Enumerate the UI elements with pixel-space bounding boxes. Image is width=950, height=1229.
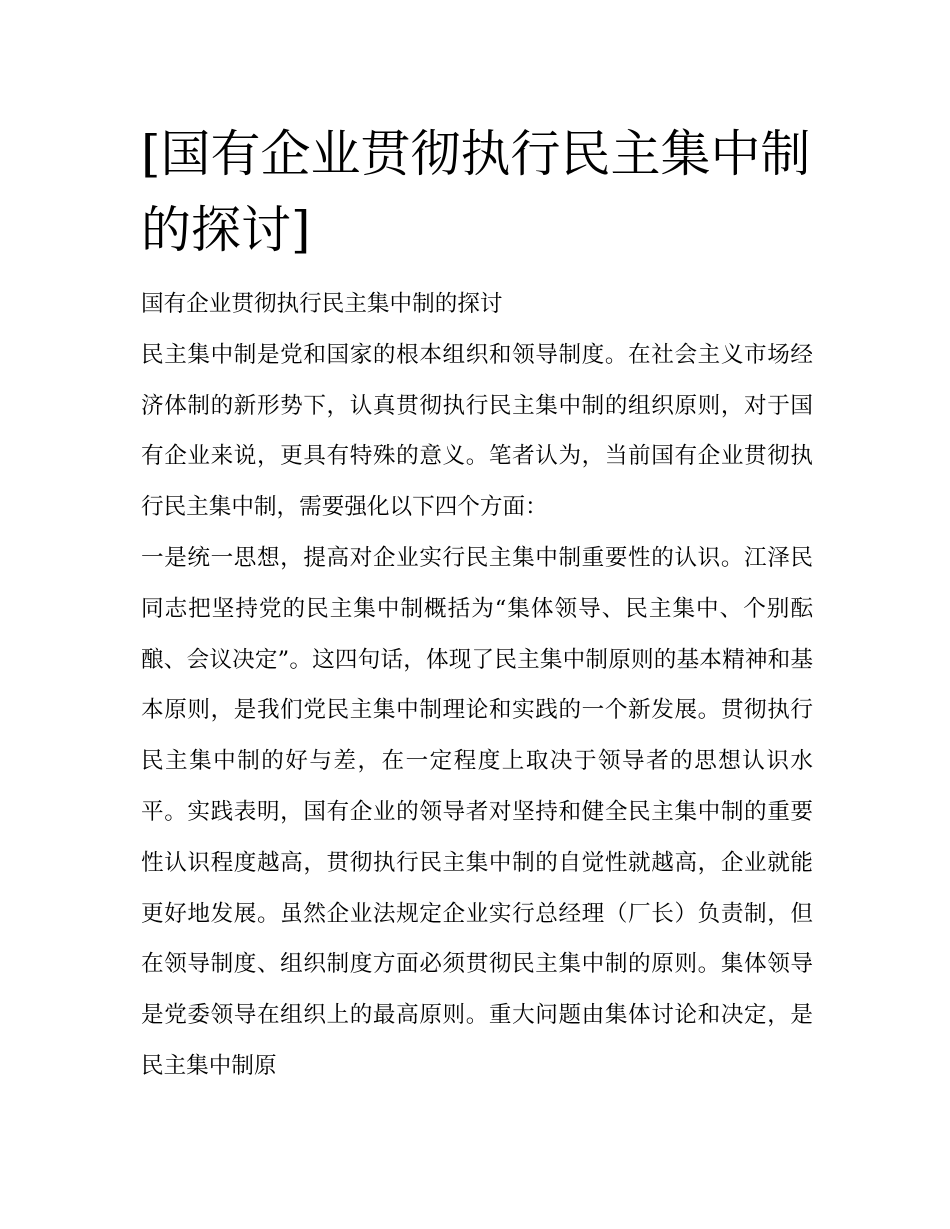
subtitle-paragraph: 国有企业贯彻执行民主集中制的探讨 xyxy=(141,291,503,317)
body-paragraph: 一是统一思想，提高对企业实行民主集中制重要性的认识。江泽民同志把坚持党的民主集中制概括为“集体领导、民主集中、个别酝酿、会议决定”。这四句话，体现了民主集中制原则的基本精神和基本原则，是我们党民主集中制理论和实践的一个新发展。贯彻执行民主集中制的好与差，在一定程度上取决于领导者的思想认识水平。实践表明，国有企业的领导者对坚持和健全民主集中制的重要性认识程度越高，贯彻执行民主集中制的自觉性就越高，企业就能更好地发展。虽然企业法规定企业实行总经理（厂长）负责制，但在领导制度、组织制度方面必须贯彻民主集中制的原则。集体领导是党委领导在组织上的最高原则。重大问题由集体讨论和决定，是民主集中制原 xyxy=(141,544,813,1079)
intro-paragraph: 民主集中制是党和国家的根本组织和领导制度。在社会主义市场经济体制的新形势下，认真贯彻执行民主集中制的组织原则，对于国有企业来说，更具有特殊的意义。笔者认为，当前国有企业贯彻执行民主集中制，需要强化以下四个方面： xyxy=(141,341,813,521)
document-body xyxy=(141,279,813,1092)
document-title: [国有企业贯彻执行民主集中制的探讨] xyxy=(141,125,811,259)
